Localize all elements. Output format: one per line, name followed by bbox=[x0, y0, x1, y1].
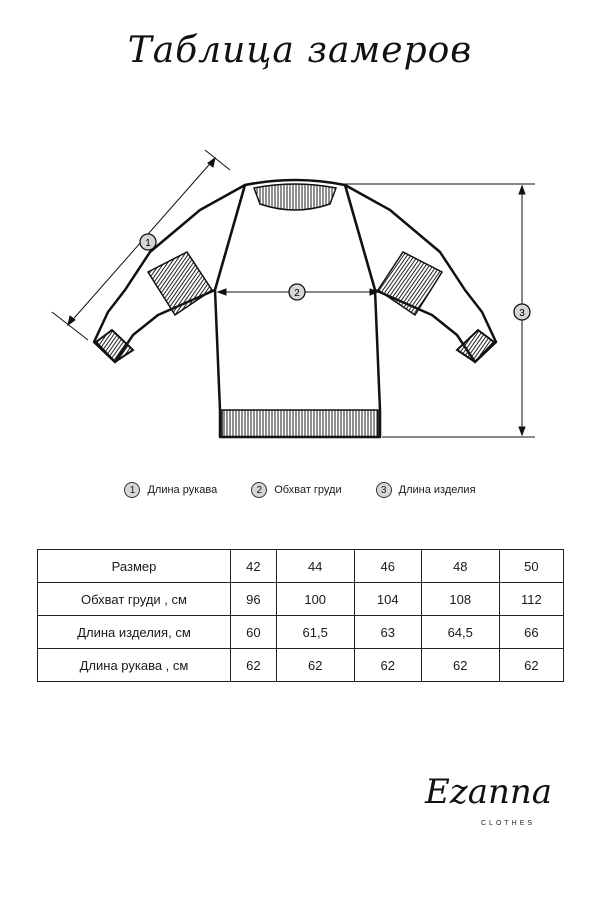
sweatshirt-outline bbox=[94, 180, 496, 437]
table-cell: 104 bbox=[354, 583, 421, 616]
sweatshirt-diagram bbox=[40, 140, 560, 460]
legend-number: 3 bbox=[376, 482, 392, 498]
legend-number: 1 bbox=[124, 482, 140, 498]
hem-rib bbox=[222, 410, 378, 437]
legend-label: Обхват груди bbox=[274, 484, 342, 496]
table-cell: 62 bbox=[421, 649, 499, 682]
table-row-sleeve bbox=[38, 649, 564, 682]
logo-name: Ezanna bbox=[425, 772, 553, 812]
svg-text:2: 2 bbox=[294, 288, 300, 299]
size-table bbox=[37, 549, 564, 682]
table-cell: 60 bbox=[231, 616, 277, 649]
row-label: Длина рукава , см bbox=[38, 649, 231, 682]
table-cell: 62 bbox=[231, 649, 277, 682]
table-cell: 44 bbox=[276, 550, 354, 583]
table-cell: 48 bbox=[421, 550, 499, 583]
legend-label: Длина изделия bbox=[398, 484, 476, 496]
legend-item-sleeve bbox=[124, 482, 217, 498]
marker-2 bbox=[289, 284, 305, 300]
svg-text:1: 1 bbox=[145, 238, 151, 249]
table-cell: 66 bbox=[499, 616, 563, 649]
row-label: Размер bbox=[38, 550, 231, 583]
table-cell: 62 bbox=[499, 649, 563, 682]
table-row-chest bbox=[38, 583, 564, 616]
legend bbox=[0, 482, 600, 498]
table-cell: 62 bbox=[354, 649, 421, 682]
table-cell: 46 bbox=[354, 550, 421, 583]
table-cell: 112 bbox=[499, 583, 563, 616]
table-cell: 96 bbox=[231, 583, 277, 616]
row-label: Обхват груди , см bbox=[38, 583, 231, 616]
table-cell: 63 bbox=[354, 616, 421, 649]
table-cell: 42 bbox=[231, 550, 277, 583]
legend-label: Длина рукава bbox=[147, 484, 218, 496]
table-cell: 50 bbox=[499, 550, 563, 583]
page-title: Таблица замеров bbox=[127, 30, 473, 71]
svg-text:3: 3 bbox=[519, 308, 525, 319]
table-cell: 62 bbox=[276, 649, 354, 682]
table-row-length bbox=[38, 616, 564, 649]
table-row-size bbox=[38, 550, 564, 583]
row-label: Длина изделия, см bbox=[38, 616, 231, 649]
legend-number: 2 bbox=[251, 482, 267, 498]
table-cell: 108 bbox=[421, 583, 499, 616]
marker-1 bbox=[140, 234, 156, 250]
marker-3 bbox=[514, 304, 530, 320]
collar-rib bbox=[254, 184, 336, 210]
logo-subtitle: CLOTHES bbox=[481, 820, 536, 827]
table-cell: 61,5 bbox=[276, 616, 354, 649]
legend-item-length bbox=[376, 482, 476, 498]
legend-item-chest bbox=[251, 482, 341, 498]
table-cell: 64,5 bbox=[421, 616, 499, 649]
table-cell: 100 bbox=[276, 583, 354, 616]
brand-logo bbox=[425, 772, 575, 837]
